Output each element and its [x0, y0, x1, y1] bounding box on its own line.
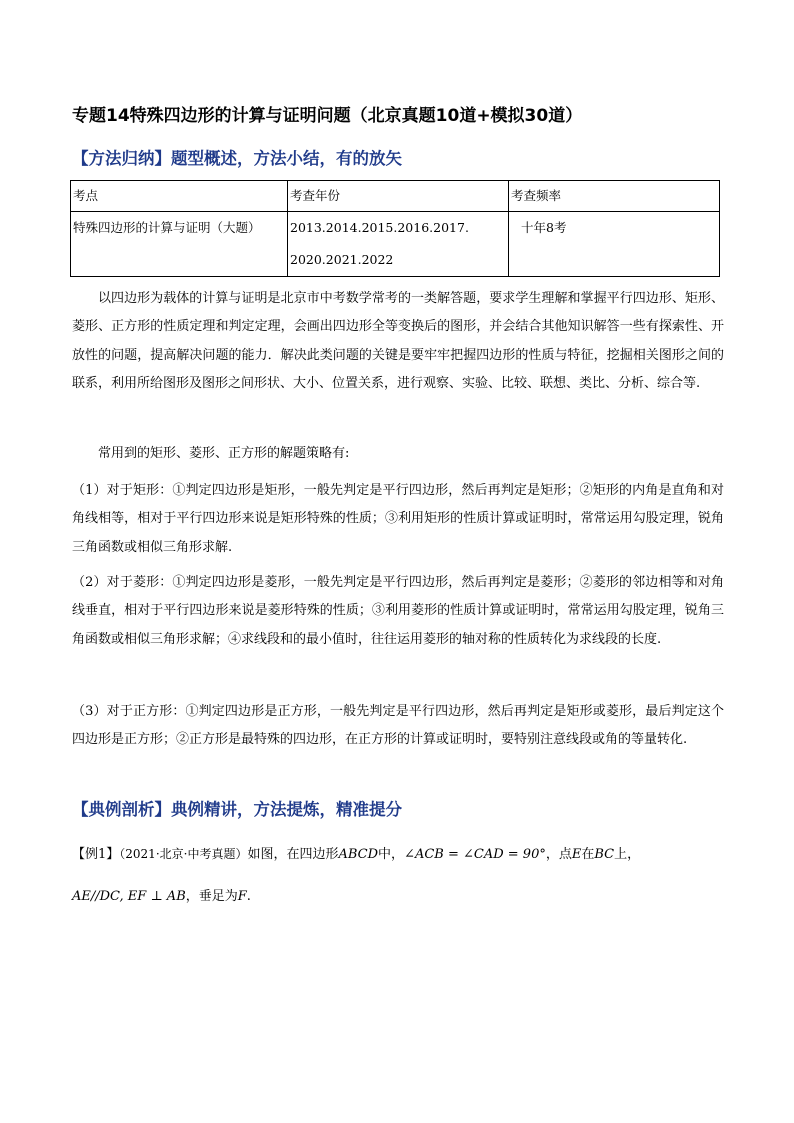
example-source: （2021·北京·中考真题）: [119, 847, 248, 861]
table-header-row: [71, 181, 720, 212]
exam-point-table: [70, 180, 720, 277]
cell-years: [288, 212, 509, 277]
table-row: [71, 212, 720, 277]
example-text: .: [246, 889, 251, 904]
page-title: 专题14特殊四边形的计算与证明问题（北京真题10道+模拟30道）: [72, 106, 583, 126]
header-frequency: 考查频率: [509, 181, 720, 212]
example-heading: 【典例剖析】典例精讲，方法提炼，精准提分: [72, 800, 402, 819]
square-strategy: （3）对于正方形：①判定四边形是正方形，一般先判定是平行四边形，然后再判定是矩形或菱形，最后判定这个四边形是正方形；②正方形是最特殊的四边形，在正方形的计算或证明时，要特别注意线段或角的等量转化.: [72, 704, 724, 748]
quadrilateral-name: ABCD: [338, 847, 379, 862]
angle-condition: ∠ACB = ∠CAD = 90°: [404, 847, 546, 862]
example-text: 中，: [378, 847, 405, 862]
cell-topic: 特殊四边形的计算与证明（大题）: [71, 212, 288, 277]
years-line-1: 2013.2014.2015.2016.2017.: [290, 220, 469, 235]
point-f: F: [237, 889, 247, 904]
example-1-line-2: [72, 883, 724, 911]
example-text: ，点: [545, 847, 572, 862]
header-topic: 考点: [71, 181, 288, 212]
method-heading: 【方法归纳】题型概述，方法小结，有的放矢: [72, 149, 402, 168]
cell-frequency: 十年8考: [509, 212, 720, 277]
example-label: 【例1】: [72, 847, 120, 862]
years-line-2: 2020.2021.2022: [290, 252, 394, 267]
example-text: 在: [581, 847, 595, 862]
parallel-perpendicular-condition: AE//DC, EF ⊥ AB: [72, 889, 186, 904]
rectangle-strategy: （1）对于矩形：①判定四边形是矩形，一般先判定是平行四边形，然后再判定是矩形；②矩形的内角是直角和对角线相等，相对于平行四边形来说是矩形特殊的性质；③利用矩形的性质计算或证明时，常常运用勾股定理，锐角三角函数或相似三角形求解.: [72, 483, 724, 555]
point-e: E: [571, 847, 582, 862]
rhombus-strategy: （2）对于菱形：①判定四边形是菱形，一般先判定是平行四边形，然后再判定是菱形；②菱形的邻边相等和对角线垂直，相对于平行四边形来说是菱形特殊的性质；③利用菱形的性质计算或证明时，常常运用勾股定理，锐角三角函数或相似三角形求解；④求线段和的最小值时，往往运用菱形的轴对称的性质转化为求线段的长度.: [72, 575, 724, 647]
example-1-line-1: [72, 840, 724, 869]
example-text: ，垂足为: [185, 889, 238, 904]
segment-bc: BC: [594, 847, 615, 862]
header-years: 考查年份: [288, 181, 509, 212]
example-text: 如图，在四边形: [247, 847, 339, 862]
strategy-intro: 常用到的矩形、菱形、正方形的解题策略有:: [98, 446, 350, 461]
intro-paragraph: 以四边形为载体的计算与证明是北京市中考数学常考的一类解答题，要求学生理解和掌握平行四边形、矩形、菱形、正方形的性质定理和判定定理，会画出四边形全等变换后的图形，并会结合其他知识解答一些有探索性、开放性的问题，提高解决问题的能力．解决此类问题的关键是要牢牢把握四边形的性质与特征，挖掘相关图形之间的联系，利用所给图形及图形之间形状、大小、位置关系，进行观察、实验、比较、联想、类比、分析、综合等.: [72, 291, 724, 392]
example-text: 上，: [614, 847, 641, 862]
